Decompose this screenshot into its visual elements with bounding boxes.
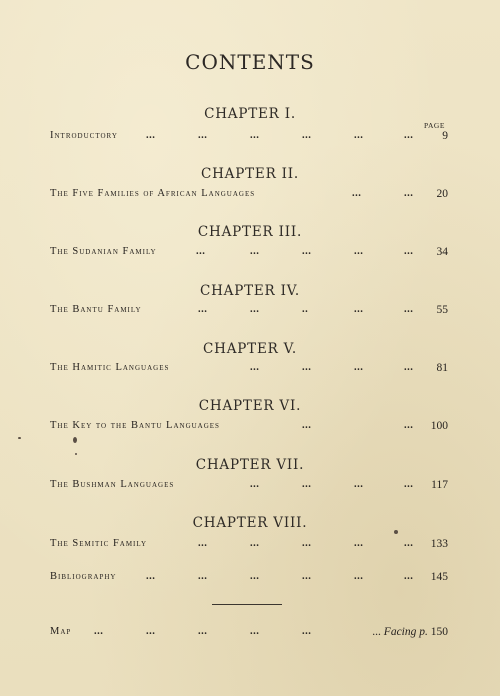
chapter-heading: CHAPTER IV. [199, 283, 301, 299]
chapter-heading: CHAPTER V. [203, 341, 297, 357]
toc-entry[interactable] [50, 304, 448, 320]
dot-leader: ... [146, 626, 156, 637]
dot-leader: ... [404, 188, 414, 199]
paper-speck [75, 453, 77, 455]
toc-entry-bibliography[interactable] [50, 571, 448, 587]
entry-title: Map [50, 626, 72, 637]
dot-leader: ... [250, 246, 260, 257]
dot-leader: ... [302, 538, 312, 549]
facing-label: Facing p. [383, 626, 428, 638]
chapter-heading: CHAPTER I. [204, 106, 296, 122]
dot-leader: ... [354, 304, 364, 315]
dot-leader: ... [404, 246, 414, 257]
dot-leader: ... [94, 626, 104, 637]
chapter-heading: CHAPTER VI. [198, 398, 302, 414]
dot-leader: ... [196, 246, 206, 257]
entry-title: The Key to the Bantu Languages [50, 420, 220, 431]
entry-page-number: 81 [436, 362, 448, 374]
dot-leader: ... [352, 188, 362, 199]
dot-leader: .. [302, 304, 309, 315]
entry-title: The Five Families of African Languages [50, 188, 256, 199]
toc-entry[interactable] [50, 246, 448, 262]
dot-leader: ... [302, 420, 312, 431]
entry-page-number: 145 [430, 571, 448, 583]
dot-leader: ... [250, 538, 260, 549]
dot-leader: ... [198, 626, 208, 637]
entry-title: The Bantu Family [50, 304, 142, 315]
dot-leader: ... [302, 626, 312, 637]
toc-entry[interactable] [50, 420, 448, 436]
dot-leader: ... [250, 362, 260, 373]
toc-entry[interactable] [50, 538, 448, 554]
dot-leader: ... [404, 479, 414, 490]
entry-title: The Sudanian Family [50, 246, 157, 257]
dot-leader: ... [198, 571, 208, 582]
chapter-heading: CHAPTER III. [197, 224, 303, 240]
dot-leader: ... [404, 362, 414, 373]
entry-title: The Hamitic Languages [50, 362, 170, 373]
entry-title: The Bushman Languages [50, 479, 175, 490]
entry-title: Introductory [50, 130, 118, 141]
page-title: CONTENTS [185, 50, 315, 74]
entry-page-number: 133 [430, 538, 448, 550]
dot-leader: ... [302, 362, 312, 373]
dot-leader: ... [302, 130, 312, 141]
chapter-heading: CHAPTER VIII. [192, 515, 308, 531]
entry-page-number: ... Facing p. 150 [372, 626, 448, 638]
paper-speck [394, 530, 398, 534]
entry-title: Bibliography [50, 571, 117, 582]
dot-leader: ... [250, 304, 260, 315]
dot-leader: ... [250, 130, 260, 141]
toc-entry[interactable] [50, 188, 448, 204]
dot-leader: ... [250, 626, 260, 637]
entry-page-number: 100 [430, 420, 448, 432]
dot-leader: ... [404, 571, 414, 582]
chapter-heading: CHAPTER II. [200, 166, 299, 182]
entry-page-number: 20 [436, 188, 448, 200]
dot-leader: ... [250, 571, 260, 582]
dot-leader: ... [250, 479, 260, 490]
dot-leader: ... [404, 420, 414, 431]
dot-leader: ... [198, 538, 208, 549]
toc-entry[interactable] [50, 479, 448, 495]
toc-entry[interactable] [50, 362, 448, 378]
dot-leader: ... [354, 571, 364, 582]
dot-leader: ... [354, 538, 364, 549]
entry-page-number: 9 [442, 130, 448, 142]
dot-leader: ... [404, 130, 414, 141]
page-column-label: PAGE [424, 121, 445, 130]
dot-leader: ... [146, 571, 156, 582]
chapter-heading: CHAPTER VII. [195, 457, 305, 473]
dot-leader: ... [404, 304, 414, 315]
dot-leader: ... [354, 130, 364, 141]
dot-leader: ... [354, 362, 364, 373]
entry-page-number: 55 [436, 304, 448, 316]
dot-leader: ... [198, 304, 208, 315]
dot-leader: ... [146, 130, 156, 141]
toc-entry[interactable] [50, 130, 448, 146]
dot-leader: ... [198, 130, 208, 141]
dot-leader: ... [354, 479, 364, 490]
dot-leader: ... [404, 538, 414, 549]
entry-page-number: 117 [431, 479, 448, 491]
dot-leader: ... [354, 246, 364, 257]
dot-leader: ... [302, 246, 312, 257]
paper-speck [73, 437, 77, 443]
section-divider [212, 604, 282, 605]
dot-leader: ... [302, 479, 312, 490]
entry-page-number: 34 [436, 246, 448, 258]
dot-leader: ... [302, 571, 312, 582]
toc-entry-map[interactable] [50, 626, 448, 642]
entry-title: The Semitic Family [50, 538, 148, 549]
paper-speck [18, 437, 21, 439]
facing-page-number: 150 [430, 626, 448, 638]
